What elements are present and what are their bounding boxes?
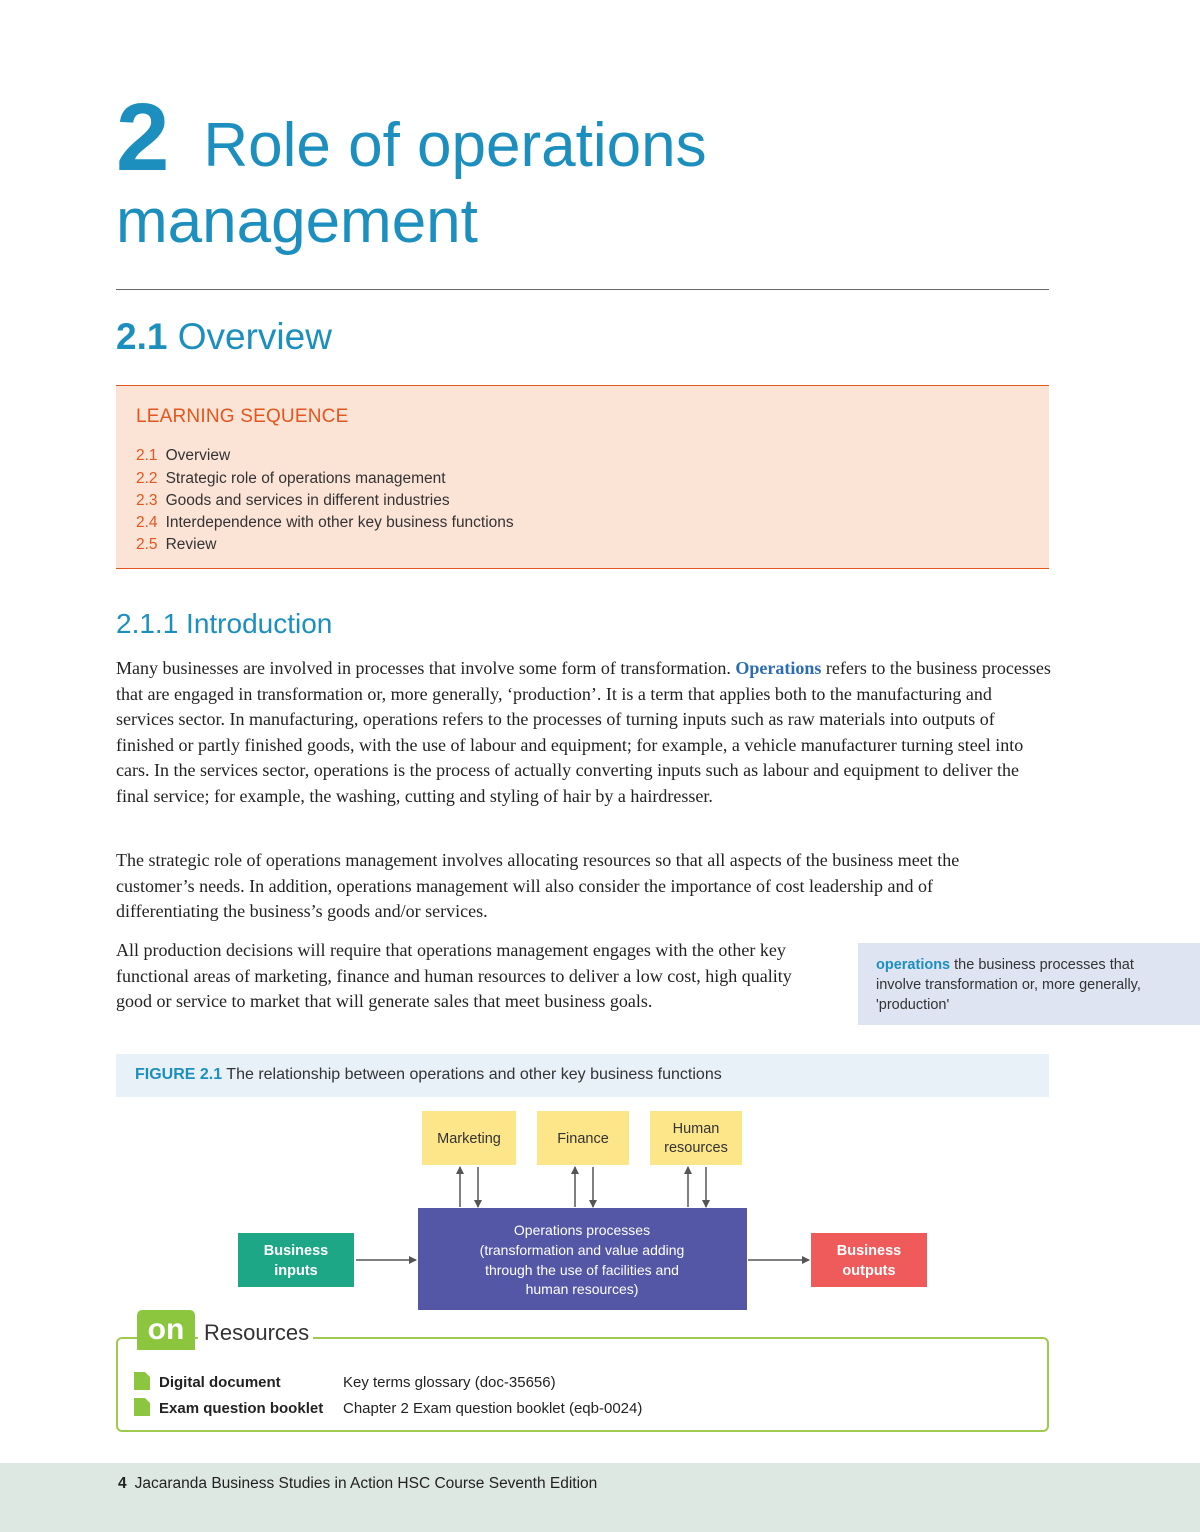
section-title: Overview [177,316,332,357]
business-inputs-label-line1: Business [263,1243,329,1259]
finance-label: Finance [557,1131,609,1147]
operations-keyword[interactable]: Operations [735,658,822,678]
exam-booklet-icon [134,1398,150,1416]
ls-item-label: Goods and services in different industries [165,492,450,509]
learning-sequence-box [116,385,1049,569]
glossary-definition: the business processes that involve transformation or, more generally, 'production' [876,957,1141,1013]
chapter-title [116,84,1056,260]
ls-item-number: 2.5 [136,536,158,553]
business-outputs-label-line1: Business [836,1243,902,1259]
operations-label-line2: (transformation and value adding [479,1242,685,1258]
resource-description[interactable]: Key terms glossary (doc-35656) [343,1374,556,1391]
ls-item-label: Review [165,536,217,553]
marketing-label: Marketing [437,1131,501,1147]
ls-item-number: 2.1 [136,447,158,464]
learning-sequence-item[interactable] [136,447,230,465]
ls-item-label: Interdependence with other key business functions [165,514,514,531]
page-footer [0,1463,1200,1532]
figure-caption-text: The relationship between operations and other key business functions [222,1066,722,1083]
resources-heading: Resources [198,1320,313,1346]
learning-sequence-item[interactable] [136,536,216,554]
chapter-number: 2 [116,84,170,191]
ls-item-number: 2.3 [136,492,158,509]
paragraph-1 [116,656,1051,810]
footer-text [118,1475,597,1493]
figure-caption [135,1066,722,1084]
page-number: 4 [118,1475,127,1492]
resource-description[interactable]: Chapter 2 Exam question booklet (eqb-0024) [343,1400,643,1417]
title-divider [116,289,1049,290]
resource-row-exam-booklet[interactable] [134,1398,642,1417]
human-resources-box [650,1111,742,1165]
resource-row-digital-document[interactable] [134,1372,556,1391]
digital-document-icon [134,1372,150,1390]
operations-label-line1: Operations processes [513,1222,651,1238]
subsection-heading: 2.1.1 Introduction [116,608,333,639]
business-outputs-label-line2: outputs [842,1263,896,1279]
operations-label-line4: human resources) [525,1281,639,1297]
ls-item-label: Overview [165,447,231,464]
on-resources-logo: on [137,1310,195,1350]
human-resources-label-line1: Human [672,1121,720,1137]
figure-label: FIGURE 2.1 [135,1066,223,1083]
ls-item-number: 2.4 [136,514,158,531]
resource-type: Exam question booklet [159,1400,324,1417]
operations-relationship-diagram [116,1100,1049,1320]
paragraph-1-part-b: refers to the business processes that are engaged in transformation or, more generally, ‘production’. It is a term that applies both to the manufacturing and services sector. In manufacturing, operations refers to the processes of turning inputs such as raw materials into outputs of finished or partly finished goods, with the use of labour and equipment; for example, a vehicle manufacturer turning steel into cars. In the services sector, operations is the process of actually converting inputs such as labour and equipment to deliver the final service; for example, the washing, cutting and styling of hair by a hairdresser. [116,658,1051,806]
learning-sequence-item[interactable] [136,514,514,532]
learning-sequence-item[interactable] [136,492,450,510]
glossary-term[interactable]: operations [876,957,951,973]
human-resources-label-line2: resources [664,1140,728,1156]
figure-caption-bar [116,1054,1049,1097]
paragraph-1-part-a: Many businesses are involved in processes that involve some form of transformation. [116,658,736,678]
business-inputs-label-line2: inputs [274,1263,318,1279]
chapter-title-text: Role of operations management [116,111,707,256]
paragraph-2: The strategic role of operations management involves allocating resources so that all aspects of the business meet the customer’s needs. In addition, operations management will also consider the importance of cost leadership and of differentiating the business’s goods and/or services. [116,850,960,922]
book-title: Jacaranda Business Studies in Action HSC Course Seventh Edition [134,1475,598,1492]
ls-item-number: 2.2 [136,470,158,487]
learning-sequence-title: LEARNING SEQUENCE [136,406,349,427]
section-heading [116,316,332,358]
glossary-text [876,955,1166,1015]
resource-type: Digital document [159,1374,281,1391]
ls-item-label: Strategic role of operations management [165,470,446,487]
paragraph-3: All production decisions will require that operations management engages with the other key functional areas of marketing, finance and human resources to deliver a low cost, high quality good or service to market that will generate sales that meet business goals. [116,940,792,1012]
section-number: 2.1 [116,316,168,357]
learning-sequence-item[interactable] [136,470,446,488]
glossary-sidenote [858,943,1200,1025]
operations-label-line3: through the use of facilities and [485,1262,679,1278]
